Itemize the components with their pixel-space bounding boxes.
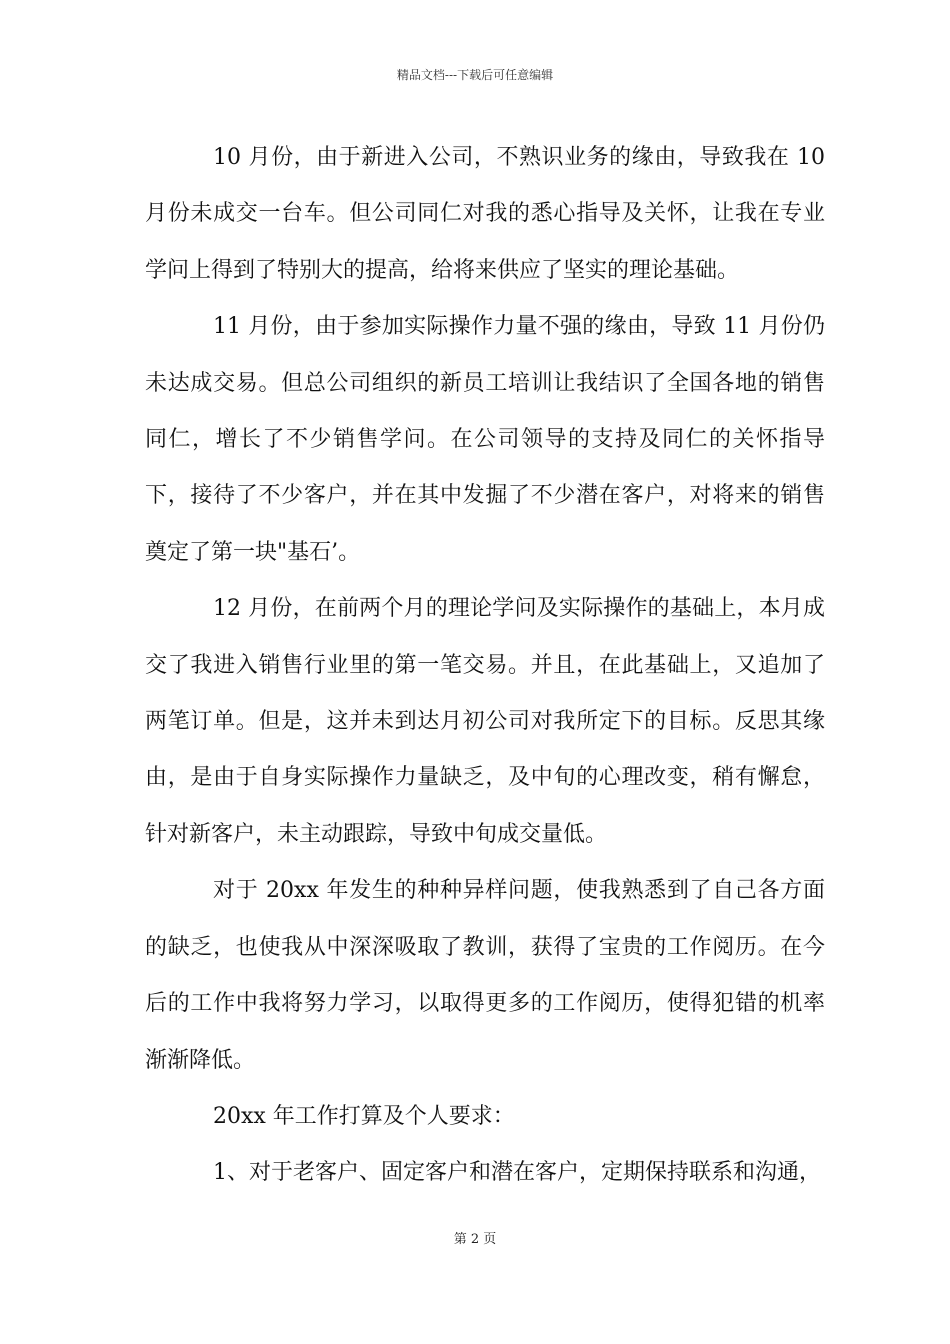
paragraph-lessons: 对于 20xx 年发生的种种异样问题，使我熟悉到了自己各方面的缺乏，也使我从中深深吸取了教训，获得了宝贵的工作阅历。在今后的工作中我将努力学习，以取得更多的工作阅历，使得犯错的机率渐渐降低。 [145, 878, 825, 1073]
paragraph-november: 11 月份，由于参加实际操作力量不强的缘由，导致 11 月份仍未达成交易。但总公司组织的新员工培训让我结识了全国各地的销售同仁，增长了不少销售学问。在公司领导的支持及同仁的关怀指导下，接待了不少客户，并在其中发掘了不少潜在客户，对将来的销售奠定了第一块"基石’。 [145, 314, 825, 565]
paragraph-october: 10 月份，由于新进入公司，不熟识业务的缘由，导致我在 10 月份未成交一台车。但公司同仁对我的悉心指导及关怀，让我在专业学问上得到了特别大的提高，给将来供应了坚实的理论基础。 [145, 145, 825, 283]
page-header: 精品文档---下载后可任意编辑 [396, 68, 554, 82]
paragraph-plan-heading: 20xx 年工作打算及个人要求： [213, 1103, 515, 1129]
page-number: 第 2 页 [453, 1232, 497, 1247]
paragraph-december: 12 月份，在前两个月的理论学问及实际操作的基础上，本月成交了我进入销售行业里的第一笔交易。并且，在此基础上，又追加了两笔订单。但是，这并未到达月初公司对我所定下的目标。反思其缘由，是由于自身实际操作力量缺乏，及中旬的心理改变，稍有懈怠，针对新客户，未主动跟踪，导致中旬成交量低。 [145, 596, 825, 847]
document-body [145, 130, 825, 1202]
paragraph-plan-item-1: 1、对于老客户、固定客户和潜在客户，定期保持联系和沟通， [213, 1160, 821, 1186]
